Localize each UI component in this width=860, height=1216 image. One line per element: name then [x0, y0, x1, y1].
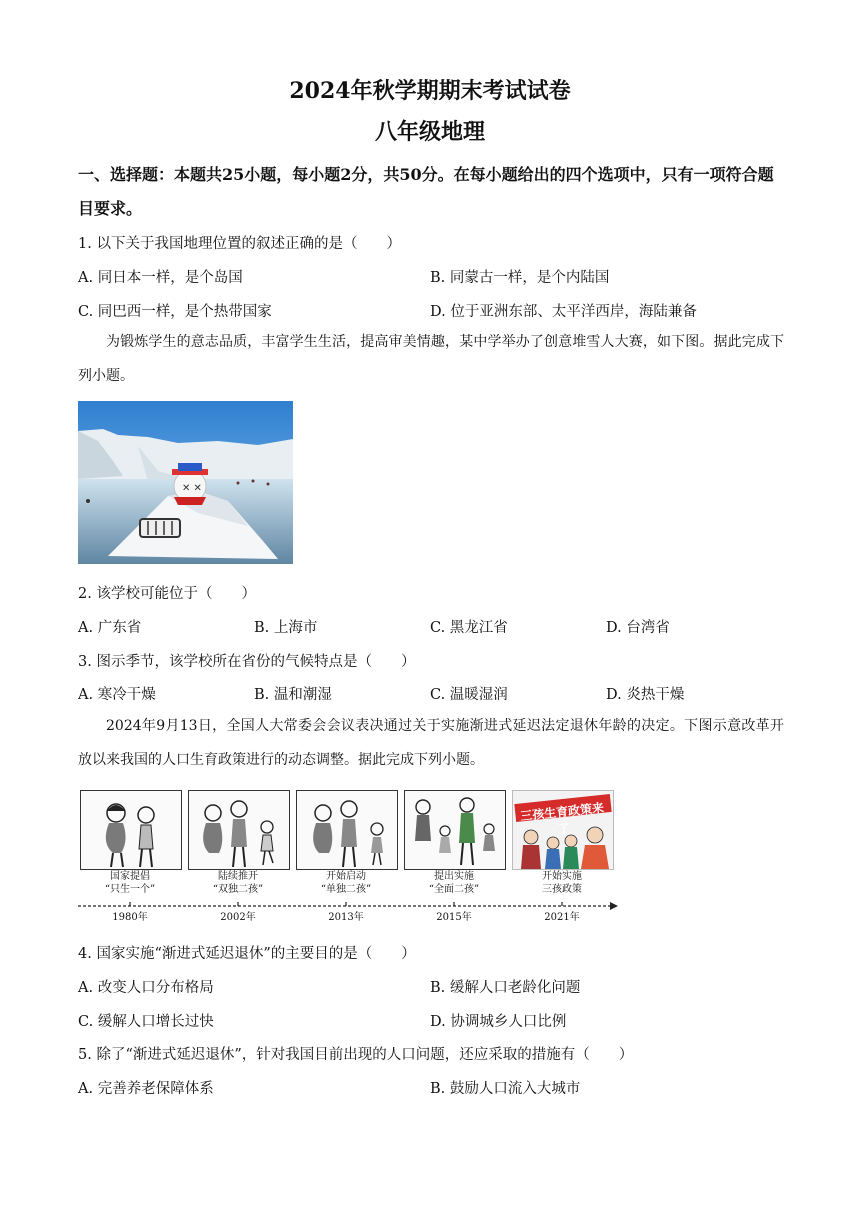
caption-1-line2: “只生一个”	[104, 884, 156, 895]
q3-option-d: D. 炎热干燥	[606, 687, 685, 703]
caption-2-line1: 陆续推开	[218, 871, 258, 882]
family-one-child-illustration	[81, 791, 181, 869]
caption-5-line2: 三孩政策	[542, 884, 582, 895]
passage-snowman: 为锻炼学生的意志品质，丰富学生生活，提高审美情趣，某中学举办了创意堆雪人大赛，如下图。据此完成下列小题。	[78, 334, 784, 384]
q1-option-c: C. 同巴西一样，是个热带国家	[78, 304, 272, 320]
passage-population: 2024年9月13日，全国人大常委会会议表决通过关于实施渐进式延迟法定退休年龄的决定。下图示意改革开放以来我国的人口生育政策进行的动态调整。据此完成下列小题。	[78, 718, 784, 768]
caption-5-line1: 开始实施	[542, 871, 582, 882]
timeline-year-1: 1980年	[112, 912, 148, 923]
policy-timeline	[78, 790, 620, 922]
exam-subtitle: 八年级地理	[374, 119, 485, 145]
snowman-photo-image	[78, 401, 293, 564]
q2-option-c: C. 黑龙江省	[430, 620, 508, 636]
caption-4-line2: “全面二孩”	[428, 884, 480, 895]
timeline-panel-1	[80, 790, 182, 870]
q2-option-d: D. 台湾省	[606, 620, 670, 636]
svg-text:✕ ✕: ✕ ✕	[182, 483, 202, 494]
timeline-panel-2	[188, 790, 290, 870]
caption-3-line1: 开始启动	[326, 871, 366, 882]
timeline-panel-4	[404, 790, 506, 870]
timeline-panel-3	[296, 790, 398, 870]
caption-3-line2: “单独二孩”	[320, 884, 372, 895]
section-heading: 一、选择题：本题共25小题，每小题2分，共50分。在每小题给出的四个选项中，只有一项符合题目要求。	[78, 165, 774, 218]
q4-option-a: A. 改变人口分布格局	[78, 980, 214, 996]
q5-option-a: A. 完善养老保障体系	[78, 1081, 214, 1097]
q4-option-c: C. 缓解人口增长过快	[78, 1014, 214, 1030]
timeline-caption-3	[294, 870, 398, 896]
family-parents-child-illustration	[297, 791, 397, 869]
timeline-year-4: 2015年	[436, 912, 472, 923]
timeline-caption-2	[186, 870, 290, 896]
q4-option-b: B. 缓解人口老龄化问题	[430, 980, 581, 996]
timeline-year-3: 2013年	[328, 912, 364, 923]
timeline-caption-1	[78, 870, 182, 896]
timeline-caption-4	[402, 870, 506, 896]
q3-stem: 3. 图示季节，该学校所在省份的气候特点是（ ）	[78, 654, 416, 670]
exam-title: 2024年秋学期期末考试试卷	[289, 78, 571, 104]
caption-2-line2: “双独二孩”	[212, 884, 264, 895]
q5-stem: 5. 除了“渐进式延迟退休”，针对我国目前出现的人口问题，还应采取的措施有（ ）	[78, 1047, 634, 1063]
snowman-photo	[78, 401, 293, 564]
caption-1-line1: 国家提倡	[110, 871, 150, 882]
q5-option-b: B. 鼓励人口流入大城市	[430, 1081, 581, 1097]
q1-option-b: B. 同蒙古一样，是个内陆国	[430, 270, 610, 286]
family-two-children-illustration	[405, 791, 505, 869]
caption-4-line1: 提出实施	[434, 871, 474, 882]
q1-option-d: D. 位于亚洲东部、太平洋西岸，海陆兼备	[430, 304, 697, 320]
q1-option-a: A. 同日本一样，是个岛国	[78, 270, 243, 286]
q2-stem: 2. 该学校可能位于（ ）	[78, 586, 256, 602]
q1-stem: 1. 以下关于我国地理位置的叙述正确的是（ ）	[78, 236, 401, 252]
timeline-caption-5	[510, 870, 614, 896]
q2-option-a: A. 广东省	[78, 620, 142, 636]
family-two-parents-child-illustration	[189, 791, 289, 869]
q2-option-b: B. 上海市	[254, 620, 318, 636]
timeline-year-2: 2002年	[220, 912, 256, 923]
q4-stem: 4. 国家实施“渐进式延迟退休”的主要目的是（ ）	[78, 946, 416, 962]
q3-option-c: C. 温暖湿润	[430, 687, 508, 703]
poster-banner-text: 三孩生育政策来了	[519, 800, 605, 837]
timeline-year-5: 2021年	[544, 912, 580, 923]
timeline-panel-5	[512, 790, 614, 870]
q4-option-d: D. 协调城乡人口比例	[430, 1014, 567, 1030]
q3-option-b: B. 温和潮湿	[254, 687, 332, 703]
q3-option-a: A. 寒冷干燥	[78, 687, 156, 703]
